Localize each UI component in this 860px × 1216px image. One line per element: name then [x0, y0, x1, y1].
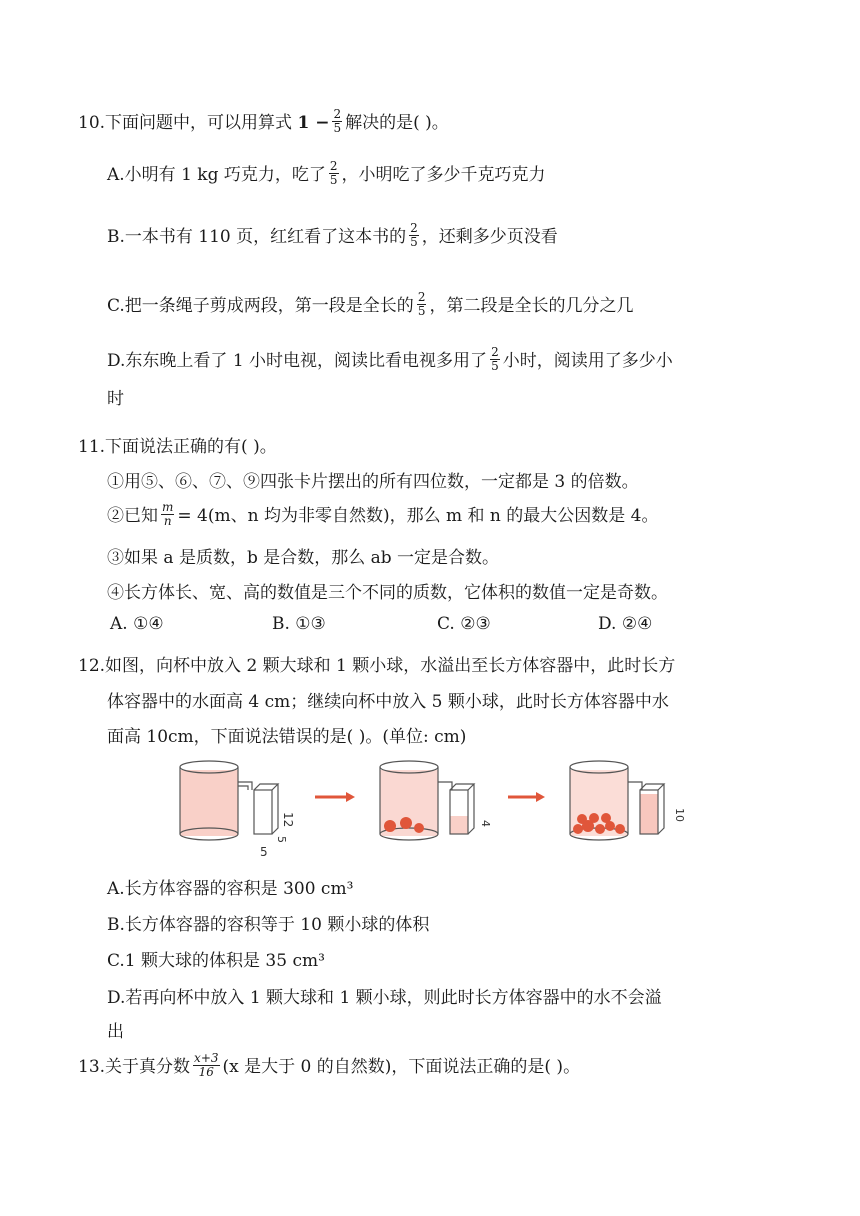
q10-b-den: 5	[410, 235, 418, 249]
q13-frac-den: 16	[198, 1065, 214, 1079]
q10-fraction	[332, 108, 342, 135]
q10-a-fraction	[329, 160, 339, 187]
q10-stem	[78, 108, 449, 137]
label-5a: 5	[260, 845, 268, 859]
arrow-1	[315, 792, 355, 802]
q10-a-num: 2	[329, 159, 338, 173]
ball	[601, 813, 611, 823]
q11-s2-den: n	[163, 514, 172, 528]
q13-stem-text: 13.关于真分数	[78, 1057, 191, 1077]
spout-1-inner	[238, 786, 248, 790]
q13-stem-tail: (x 是大于 0 的自然数)，下面说法正确的是( )。	[222, 1057, 581, 1077]
q10-stem-tail: 解决的是( )。	[345, 113, 449, 133]
q12-option-d-wrap: 出	[107, 1022, 124, 1042]
q10-option-c	[107, 291, 633, 320]
q10-b-text: B.一本书有 110 页，红红看了这本书的	[107, 227, 407, 247]
q11-option-b: B. ①③	[272, 614, 326, 634]
q10-c-fraction	[417, 291, 427, 318]
ball	[595, 824, 605, 834]
q11-statement-2	[107, 501, 659, 530]
q10-b-tail: ，还剩多少页没看	[421, 227, 558, 247]
q12-stem-line-1: 12.如图，向杯中放入 2 颗大球和 1 颗小球，水溢出至长方体容器中，此时长方	[78, 656, 676, 676]
q11-s2-num: m	[162, 500, 174, 514]
q10-option-d-wrap: 时	[107, 389, 124, 409]
q10-a-den: 5	[329, 173, 338, 187]
q11-option-d: D. ②④	[598, 614, 653, 634]
q10-c-den: 5	[417, 304, 426, 318]
q10-d-tail: 小时，阅读用了多少小	[502, 351, 673, 371]
q10-frac-den: 5	[333, 121, 342, 135]
q11-s2-tail: (m、n 均为非零自然数)，那么 m 和 n 的最大公因数是 4。	[207, 506, 659, 526]
q12-option-b: B.长方体容器的容积等于 10 颗小球的体积	[107, 915, 430, 935]
q10-b-fraction	[409, 222, 419, 249]
scene-2	[380, 761, 492, 840]
q11-option-c: C. ②③	[437, 614, 491, 634]
big-ball	[400, 817, 412, 829]
label-10: 10	[673, 808, 686, 822]
q10-expression: 1 −	[297, 113, 330, 133]
small-ball	[414, 823, 424, 833]
q11-option-a: A. ①④	[110, 614, 164, 634]
q10-d-fraction	[490, 346, 500, 373]
box-1	[254, 790, 272, 834]
box-2-water	[450, 816, 468, 834]
q11-s2-text: ②已知	[107, 506, 158, 526]
q11-statement-1: ①用⑤、⑥、⑦、⑨四张卡片摆出的所有四位数，一定都是 3 的倍数。	[107, 472, 639, 492]
q10-c-text: C.把一条绳子剪成两段，第一段是全长的	[107, 296, 414, 316]
box-3-water	[640, 794, 658, 834]
label-5b: 5	[275, 836, 288, 843]
label-4: 4	[479, 820, 492, 827]
q11-s2-fraction	[161, 501, 174, 528]
spout-2	[438, 782, 452, 790]
q10-b-num: 2	[410, 221, 418, 235]
scene-3	[570, 761, 686, 840]
ball	[577, 814, 587, 824]
q10-a-tail: ，小明吃了多少千克巧克力	[341, 165, 546, 185]
cup-1-water	[180, 770, 238, 836]
box-1-depth	[254, 784, 278, 834]
q10-frac-num: 2	[333, 107, 342, 121]
ball	[589, 813, 599, 823]
q13-frac-num: x+3	[194, 1051, 219, 1065]
big-ball	[384, 820, 396, 832]
q11-statement-3: ③如果 a 是质数，b 是合数，那么 ab 一定是合数。	[107, 548, 500, 568]
q10-d-text: D.东东晚上看了 1 小时电视，阅读比看电视多用了	[107, 351, 488, 371]
q12-stem-line-2: 体容器中的水面高 4 cm；继续向杯中放入 5 颗小球，此时长方体容器中水	[107, 692, 669, 712]
ball	[573, 824, 583, 834]
q10-c-tail: ，第二段是全长的几分之几	[429, 296, 634, 316]
q10-d-num: 2	[491, 345, 499, 359]
ball	[615, 824, 625, 834]
q12-option-c: C.1 颗大球的体积是 35 cm³	[107, 951, 325, 971]
q11-statement-4: ④长方体长、宽、高的数值是三个不同的质数，它体积的数值一定是奇数。	[107, 583, 668, 603]
label-12: 12	[281, 812, 295, 828]
q10-c-num: 2	[417, 290, 426, 304]
q12-option-a: A.长方体容器的容积是 300 cm³	[107, 879, 354, 899]
q11-s2-eq: = 4	[177, 506, 208, 526]
q12-stem-line-3: 面高 10cm，下面说法错误的是( )。(单位: cm)	[107, 727, 467, 747]
scene-1	[180, 761, 295, 859]
q10-option-d	[107, 346, 673, 375]
q10-stem-text: 10.下面问题中，可以用算式	[78, 113, 293, 133]
q10-a-text: A.小明有 1 kg 巧克力，吃了	[107, 165, 326, 185]
arrow-2	[508, 792, 545, 802]
q12-figure	[170, 752, 700, 862]
q13-stem	[78, 1052, 580, 1081]
q10-option-b	[107, 222, 558, 251]
spout-3	[628, 782, 642, 790]
q13-fraction	[193, 1052, 219, 1079]
q11-stem: 11.下面说法正确的有( )。	[78, 437, 277, 457]
q12-option-d: D.若再向杯中放入 1 颗大球和 1 颗小球，则此时长方体容器中的水不会溢	[107, 988, 662, 1008]
q10-option-a	[107, 160, 546, 189]
q10-d-den: 5	[491, 359, 499, 373]
